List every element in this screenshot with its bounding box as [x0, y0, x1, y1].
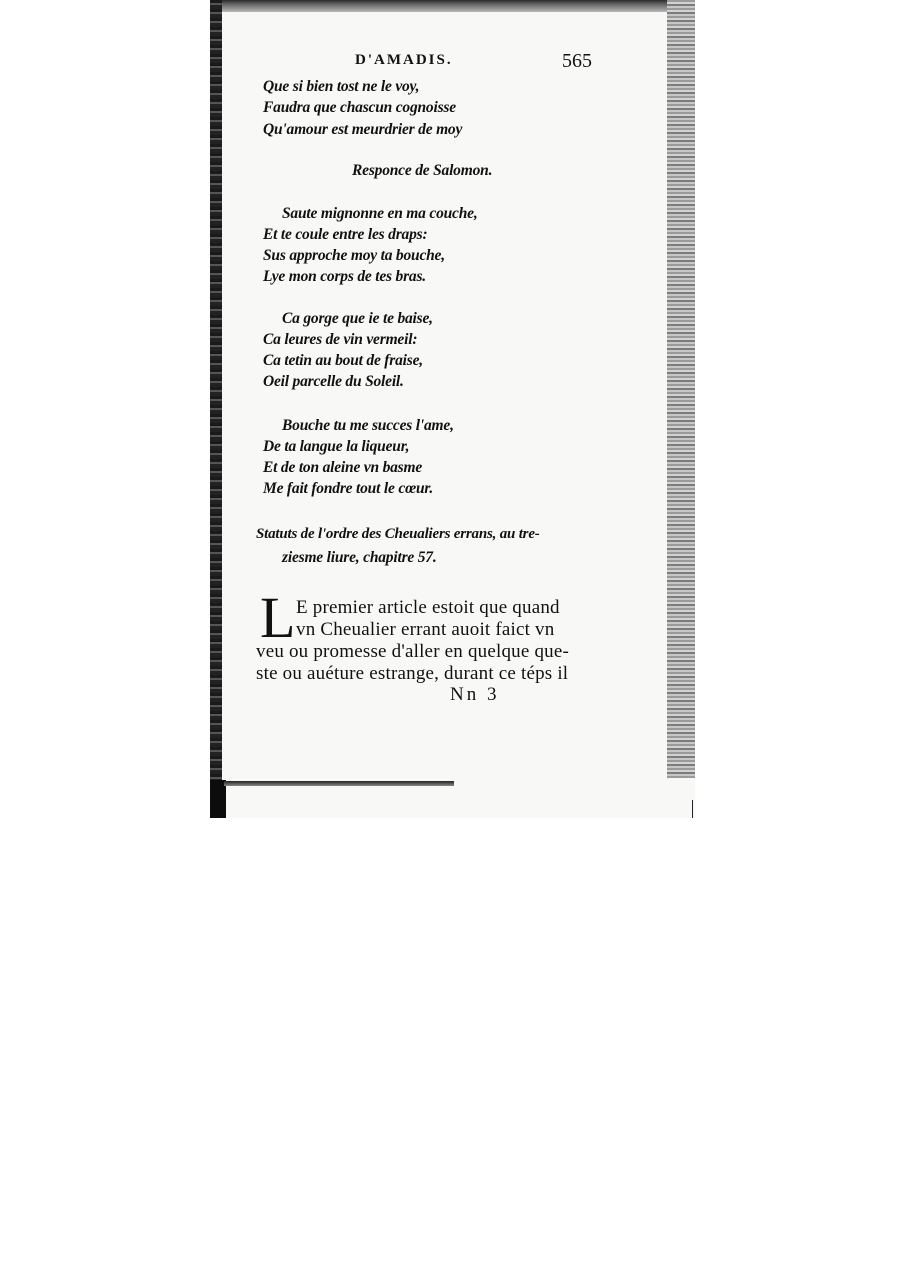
scan-bottom-rule	[224, 781, 454, 786]
verse-line: Lye mon corps de tes bras.	[263, 268, 426, 285]
verse-line: Faudra que chascun cognoisse	[263, 99, 456, 116]
scan-top-edge	[210, 0, 695, 12]
verse-line: Que si bien tost ne le voy,	[263, 78, 420, 95]
prose-line: vn Cheualier errant auoit faict vn	[296, 619, 555, 640]
verse-line: Et de ton aleine vn basme	[263, 459, 423, 476]
chapter-heading: ziesme liure, chapitre 57.	[282, 549, 437, 566]
prose-line: E premier article estoit que quand	[296, 597, 560, 618]
verse-line: Bouche tu me succes l'ame,	[282, 417, 454, 434]
verse-line: Me fait fondre tout le cœur.	[263, 480, 434, 497]
chapter-heading: Statuts de l'ordre des Cheualiers errans, au tre-	[256, 526, 540, 542]
section-heading: Responce de Salomon.	[352, 162, 493, 179]
page-number: 565	[562, 50, 592, 72]
verse-line: Ca gorge que ie te baise,	[282, 310, 433, 327]
scanned-page	[210, 0, 695, 818]
verse-line: Ca tetin au bout de fraise,	[263, 352, 423, 369]
verse-line: Et te coule entre les draps:	[263, 226, 428, 243]
scan-edge-mark	[692, 800, 693, 818]
verse-line: Oeil parcelle du Soleil.	[263, 373, 404, 390]
verse-line: De ta langue la liqueur,	[263, 438, 410, 455]
scan-page-edge	[667, 0, 695, 778]
signature-mark: Nn 3	[450, 684, 500, 705]
prose-line: ste ou auéture estrange, durant ce téps il	[256, 663, 569, 684]
verse-line: Qu'amour est meurdrier de moy	[263, 121, 463, 138]
drop-capital: L	[260, 585, 296, 650]
verse-line: Ca leures de vin vermeil:	[263, 331, 418, 348]
verse-line: Sus approche moy ta bouche,	[263, 247, 445, 264]
prose-line: veu ou promesse d'aller en quelque que-	[256, 641, 570, 662]
scan-binding-edge	[210, 0, 222, 780]
verse-line: Saute mignonne en ma couche,	[282, 205, 478, 222]
running-header: D'AMADIS.	[355, 52, 453, 68]
